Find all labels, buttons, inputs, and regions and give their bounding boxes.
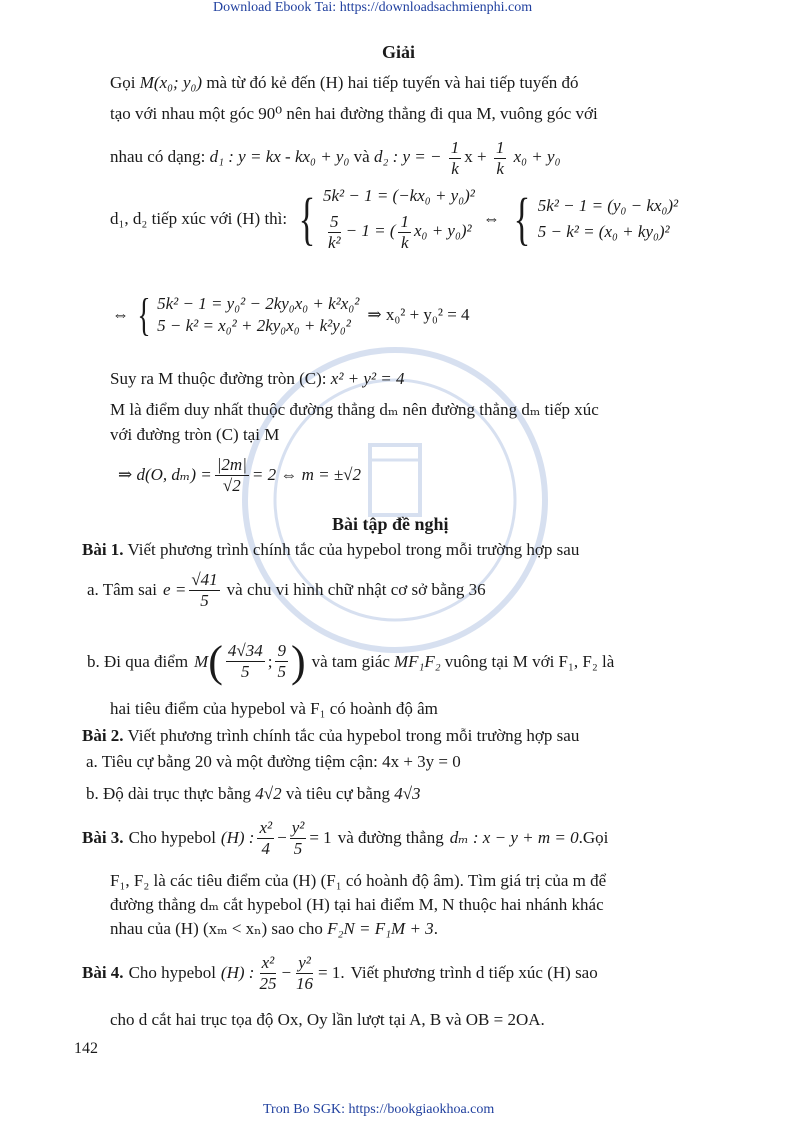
text: = 1. xyxy=(318,963,345,983)
text: Cho hypebol xyxy=(128,828,216,848)
solution-line-8: với đường tròn (C) tại M xyxy=(110,425,280,444)
text: mà từ đó kẻ đến (H) hai tiếp tuyến và hai tiếp tuyến đó xyxy=(206,73,579,92)
math-d2-tail: x₀ + y₀ xyxy=(513,146,561,166)
text: = 2 ⇔ m = ±√2 xyxy=(251,465,362,485)
text: − 1 = ( xyxy=(345,220,396,240)
solution-line-4: d₁, d₂ tiếp xúc với (H) thì: { 5k² − 1 = (−kx₀ + y₀)² $\frac{5}{\text{k²}}$ − 1 = ( $\frac{1}{k}$ x₀ + y₀)² ⇔ { 5k² − 1 = (y₀ − kx₀)² 5 − k² = (x₀ + ky₀)² xyxy=(110,186,679,252)
text: 4√3 xyxy=(394,784,421,803)
b1b-line-2: hai tiêu điểm của hypebol và F₁ có hoành độ âm xyxy=(110,699,438,718)
text: Viết phương trình d tiếp xúc (H) sao xyxy=(350,963,598,983)
text: Viết phương trình chính tắc của hypebol trong mỗi trường hợp sau xyxy=(127,726,580,745)
b2-label: Bài 2. xyxy=(82,726,124,745)
solution-line-6 xyxy=(110,369,405,389)
text: x₀ + y₀)² xyxy=(413,220,472,240)
b3-line: Bài 3. Cho hypebol (H) : $\frac{\text{x²}}{4}$ − $\frac{\text{y²}}{5}$ = 1 và đường thẳng dₘ : x − y + m = 0 .Gọi xyxy=(82,818,609,858)
text: b. Đi qua điểm xyxy=(87,651,189,671)
math-circle: x² + y² = 4 xyxy=(330,369,405,388)
frac-1-k: $\frac{1}{k}$ xyxy=(495,138,505,178)
footer-link[interactable]: Tron Bo SGK: https://bookgiaokhoa.com xyxy=(263,1102,495,1117)
text: và tam giác xyxy=(311,651,390,671)
b1a-line xyxy=(87,570,486,610)
solution-line-9 xyxy=(118,455,361,495)
exercises-heading: Bài tập đề nghị xyxy=(332,514,449,534)
solution-line-2: tạo với nhau một góc 90⁰ nên hai đường thẳng đi qua M, vuông góc với xyxy=(110,104,598,123)
text: và tiêu cự bằng xyxy=(285,784,390,803)
text: Viết phương trình chính tắc của hypebol trong mỗi trường hợp sau xyxy=(127,540,580,559)
text: và xyxy=(353,146,370,166)
text: d₁, d₂ tiếp xúc với (H) thì: xyxy=(110,209,288,229)
b2a-line: a. Tiêu cự bằng 20 và một đường tiệm cận: 4x + 3y = 0 xyxy=(86,752,461,771)
frac-1-k: $\frac{1}{k}$ xyxy=(450,138,460,178)
text: . xyxy=(433,919,438,938)
b3-line-2: F₁, F₂ là các tiêu điểm của (H) (F₁ có hoành độ âm). Tìm giá trị của m để xyxy=(110,871,607,890)
text: ⇒ d(O, dₘ) = xyxy=(118,465,212,485)
text: dₘ : x − y + m = 0 xyxy=(449,828,579,848)
b3-line-4 xyxy=(110,919,438,939)
sys3-row-1: 5k² − 1 = y₀² − 2ky₀x₀ + k²x₀² xyxy=(157,294,360,313)
sys1-row-2: $\frac{5}{\text{k²}}$ − 1 = ( $\frac{1}{k}$ x₀ + y₀)² xyxy=(327,212,472,252)
text: vuông tại M với F₁, F₂ là xyxy=(444,651,615,671)
b4-label: Bài 4. xyxy=(82,963,124,983)
b1-line xyxy=(82,540,579,560)
solution-heading: Giải xyxy=(382,42,416,62)
b1b-line: b. Đi qua điểm M ( $\frac{4√34}{5}$ ; $\frac{9}{5}$ ) và tam giác MF₁F₂ vuông tại M với F₁, F₂ là xyxy=(87,637,615,686)
solution-line-7: M là điểm duy nhất thuộc đường thẳng dₘ nên đường thẳng dₘ tiếp xúc xyxy=(110,400,599,419)
math-d1: d₁ : y = kx - kx₀ + y₀ xyxy=(209,146,350,166)
b2b-line xyxy=(86,784,421,804)
sys2-row-1: 5k² − 1 = (y₀ − kx₀)² xyxy=(537,196,679,216)
text: nhau của (H) (xₘ < xₙ) sao cho xyxy=(110,919,323,938)
text: nhau có dạng: xyxy=(110,146,206,166)
b4-line: Bài 4. Cho hypebol (H) : $\frac{\text{x²}}{25}$ − $\frac{\text{y²}}{16}$ = 1. Viết phương trình d tiếp xúc (H) sao xyxy=(82,953,598,993)
b3-line-3: đường thẳng dₘ cắt hypebol (H) tại hai điểm M, N thuộc hai nhánh khác xyxy=(110,895,604,914)
sys2-row-2: 5 − k² = (x₀ + ky₀)² xyxy=(537,222,670,242)
math-point-m: M(x₀; y₀) xyxy=(139,73,203,92)
text: a. Tâm sai xyxy=(87,580,158,600)
text: b. Độ dài trục thực bằng xyxy=(86,784,252,803)
solution-line-3: nhau có dạng: d₁ : y = kx - kx₀ + y₀ và d₂ : y = − $\frac{1}{k}$ x + $\frac{1}{k}$ x₀ + y₀ xyxy=(110,138,561,178)
system-3: { 5k² − 1 = y₀² − 2ky₀x₀ + k²x₀² 5 − k² = x₀² + 2ky₀x₀ + k²y₀² xyxy=(137,289,360,340)
text: F₂N = F₁M + 3 xyxy=(327,919,434,938)
b4-line-2: cho d cắt hai trục tọa độ Ox, Oy lần lượt tại A, B và OB = 2OA. xyxy=(110,1010,545,1029)
text: 4√2 xyxy=(255,784,282,803)
text: Cho hypebol xyxy=(128,963,216,983)
text: e = xyxy=(163,580,187,600)
solution-line-1 xyxy=(110,73,579,93)
text: Gọi xyxy=(110,73,136,92)
sys3-result: ⇒ x₀² + y₀² = 4 xyxy=(367,305,470,324)
text: và chu vi hình chữ nhật cơ sở bằng 36 xyxy=(226,580,486,600)
frac-e: $\frac{√41}{5}$ xyxy=(191,570,218,610)
text: = 1 xyxy=(309,828,332,848)
text: MF₁F₂ xyxy=(393,651,441,671)
b2-line xyxy=(82,726,579,746)
text: Suy ra M thuộc đường tròn (C): xyxy=(110,369,327,388)
page-number: 142 xyxy=(74,1040,98,1057)
text: và đường thẳng xyxy=(337,828,444,848)
system-2: { 5k² − 1 = (y₀ − kx₀)² 5 − k² = (x₀ + ky₀)² xyxy=(513,186,679,252)
sys3-row-2: 5 − k² = x₀² + 2ky₀x₀ + k²y₀² xyxy=(157,316,351,335)
system-1: { 5k² − 1 = (−kx₀ + y₀)² $\frac{5}{\text{k²}}$ − 1 = ( $\frac{1}{k}$ x₀ + y₀)² xyxy=(298,186,475,252)
text: M xyxy=(194,651,209,671)
text: (H) : xyxy=(220,828,255,848)
header-link[interactable]: Download Ebook Tai: https://downloadsachmienphi.com xyxy=(213,0,533,15)
text: (H) : xyxy=(220,963,255,983)
text: .Gọi xyxy=(578,828,609,848)
b1-label: Bài 1. xyxy=(82,540,124,559)
frac-2m: $\frac{|2m|}{√2}$ xyxy=(216,455,247,495)
math-d2: d₂ : y = − xyxy=(373,146,442,166)
sys1-row-1: 5k² − 1 = (−kx₀ + y₀)² xyxy=(322,186,475,205)
b3-label: Bài 3. xyxy=(82,828,124,848)
solution-line-5: ⇔ { 5k² − 1 = y₀² − 2ky₀x₀ + k²x₀² 5 − k² = x₀² + 2ky₀x₀ + k²y₀² ⇒ x₀² + y₀² = 4 xyxy=(112,289,470,340)
